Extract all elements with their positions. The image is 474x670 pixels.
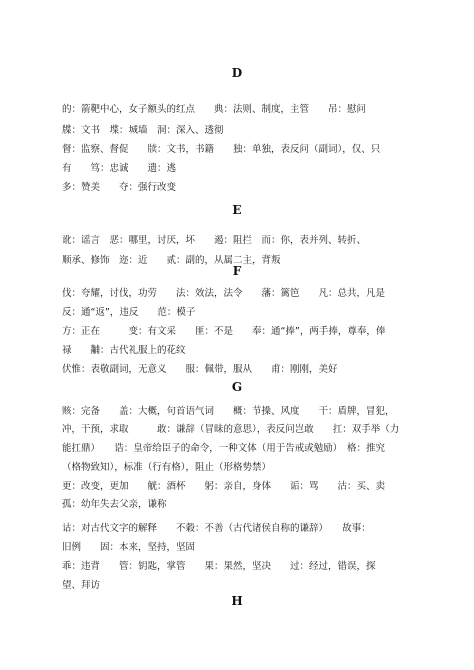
entry-line: 顺承、修饰 迩：近 贰：副的，从属二主，背叛 [62, 255, 281, 266]
section-heading-e: E [232, 203, 242, 217]
section-heading-g: G [231, 380, 243, 394]
entry-line: 方：正在 变：有文采 匪：不是 奉：通“捧”，两手捧，尊奉，俸 [62, 326, 386, 337]
entry-line: 诂：对古代文字的解释 不穀：不善（古代诸侯自称的谦辞） 故事： [62, 523, 371, 534]
entry-line: 有 笃：忠诚 遗：逃 [62, 163, 177, 174]
section-heading-f: F [232, 264, 242, 278]
entry-line: 伏惟：表敬副词，无意义 服：佩带，服从 甫：刚刚，美好 [62, 364, 338, 375]
entry-line: 多：赞美 夺：强行改变 [62, 182, 177, 193]
section-heading-h: H [231, 594, 243, 608]
entry-line: 反：通“返”，违反 范：模子 [62, 307, 196, 318]
entry-line: 更：改变，更加 觥：酒杯 躬：亲自，身体 诟：骂 沽：买、卖 [62, 481, 386, 492]
entry-line: 乖：违背 管：钥匙，掌管 果：果然，坚决 过：经过，错误，探 [62, 561, 376, 572]
entry-line: 冲，干预，求取 敢：谦辞（冒昧的意思），表反问岂敢 扛：双手举（力 [62, 424, 400, 435]
entry-line: 赅：完备 盖：大概，句首语气词 概：节操、风度 干：盾牌，冒犯， [62, 406, 395, 417]
entry-line: 牒：文书 堞：城墙 洞：深入、透彻 [62, 125, 224, 136]
entry-line: 孤：幼年失去父亲，谦称 [62, 499, 167, 510]
section-heading-d: D [231, 66, 243, 80]
entry-line: 禄 黼：古代礼服上的花纹 [62, 345, 186, 356]
entry-line: 望、拜访 [62, 580, 101, 591]
entry-line: 讹：谣言 恶：哪里，讨厌，坏 遏：阻拦 而：你，表并列、转折、 [62, 235, 367, 246]
entry-line: （格物致知），标准（行有格），阻止（形格势禁） [62, 462, 272, 473]
entry-line: 能扛鼎） 诰：皇帝给臣子的命令，一种文体（用于告戒或勉励） 格：推究 [62, 443, 386, 454]
entry-line: 旧例 固：本来，坚持，坚固 [62, 542, 196, 553]
entry-line: 的：箭靶中心，女子额头的红点 典：法则、制度，主管 吊：慰问 [62, 104, 367, 115]
entry-line: 督：监察、督促 牍：文书，书籍 独：单独，表反问（副词），仅、只 [62, 144, 381, 155]
entry-line: 伐：夸耀，讨伐，功劳 法：效法，法令 藩：篱笆 凡：总共，凡是 [62, 288, 386, 299]
